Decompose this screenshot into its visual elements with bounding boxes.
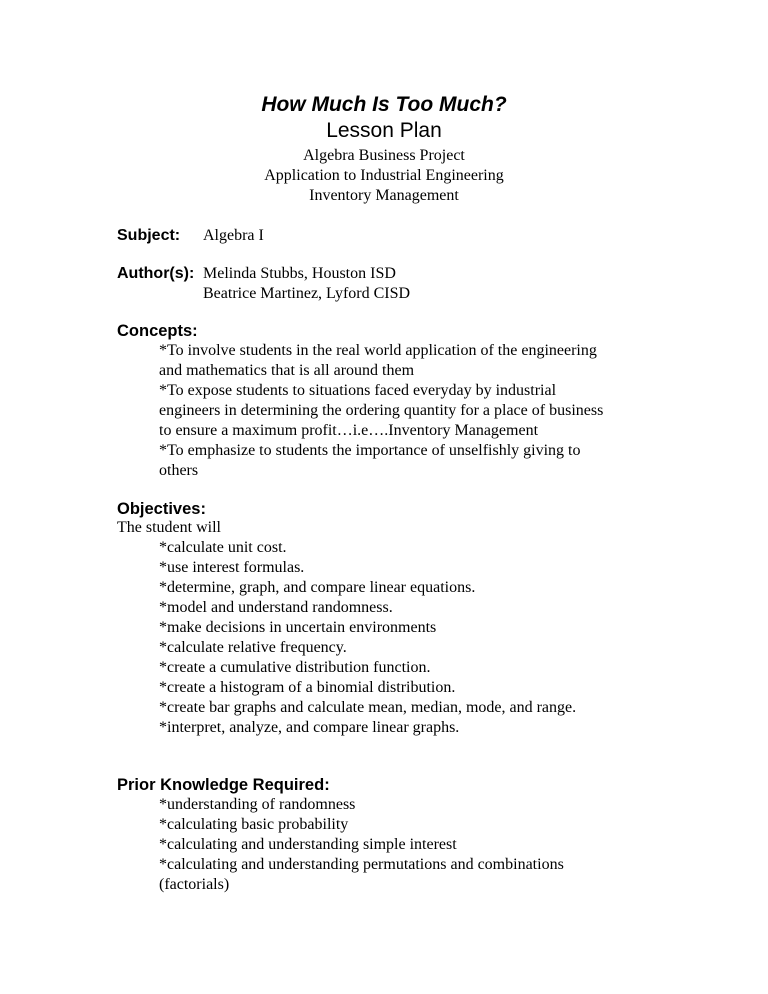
concept-line: *To expose students to situations faced everyday by industrial bbox=[159, 382, 557, 399]
prior-knowledge-line: (factorials) bbox=[159, 876, 230, 893]
authors-label: Author(s): bbox=[117, 265, 195, 282]
concept-line: *To involve students in the real world application of the engineering bbox=[159, 342, 597, 359]
objectives-intro: The student will bbox=[117, 519, 221, 536]
objective-item: *calculate unit cost. bbox=[159, 539, 287, 556]
concept-line: others bbox=[159, 462, 199, 479]
subject-label: Subject: bbox=[117, 227, 181, 244]
concept-line: *To emphasize to students the importance of unselfishly giving to bbox=[159, 442, 581, 459]
author-name: Beatrice Martinez, Lyford CISD bbox=[203, 285, 411, 302]
objective-item: *interpret, analyze, and compare linear graphs. bbox=[159, 719, 460, 736]
author-name: Melinda Stubbs, Houston ISD bbox=[203, 265, 396, 282]
objective-item: *calculate relative frequency. bbox=[159, 639, 347, 656]
project-line: Algebra Business Project bbox=[303, 147, 465, 164]
prior-knowledge-line: *understanding of randomness bbox=[159, 796, 356, 813]
objective-item: *create a cumulative distribution function. bbox=[159, 659, 431, 676]
project-line: Application to Industrial Engineering bbox=[264, 167, 504, 184]
prior-knowledge-line: *calculating and understanding simple interest bbox=[159, 836, 457, 853]
objective-item: *use interest formulas. bbox=[159, 559, 305, 576]
objective-item: *model and understand randomness. bbox=[159, 599, 393, 616]
prior-knowledge-line: *calculating and understanding permutations and combinations bbox=[159, 856, 564, 873]
objectives-heading: Objectives: bbox=[117, 500, 206, 518]
objective-item: *determine, graph, and compare linear equations. bbox=[159, 579, 476, 596]
prior-knowledge-list bbox=[159, 795, 564, 895]
prior-knowledge-line: *calculating basic probability bbox=[159, 816, 349, 833]
project-description bbox=[0, 146, 768, 206]
concept-line: to ensure a maximum profit…i.e….Inventory Management bbox=[159, 422, 539, 439]
subject-value: Algebra I bbox=[203, 227, 264, 244]
prior-knowledge-heading: Prior Knowledge Required: bbox=[117, 776, 330, 794]
objective-item: *create bar graphs and calculate mean, median, mode, and range. bbox=[159, 699, 577, 716]
concept-line: engineers in determining the ordering quantity for a place of business bbox=[159, 402, 604, 419]
objective-item: *create a histogram of a binomial distribution. bbox=[159, 679, 456, 696]
concept-line: and mathematics that is all around them bbox=[159, 362, 415, 379]
concepts-list bbox=[159, 341, 603, 481]
document-title: How Much Is Too Much? bbox=[261, 93, 507, 116]
concepts-heading: Concepts: bbox=[117, 322, 198, 340]
project-line: Inventory Management bbox=[309, 187, 459, 204]
document-subtitle: Lesson Plan bbox=[326, 119, 442, 142]
objective-item: *make decisions in uncertain environments bbox=[159, 619, 437, 636]
objectives-list bbox=[159, 538, 576, 738]
